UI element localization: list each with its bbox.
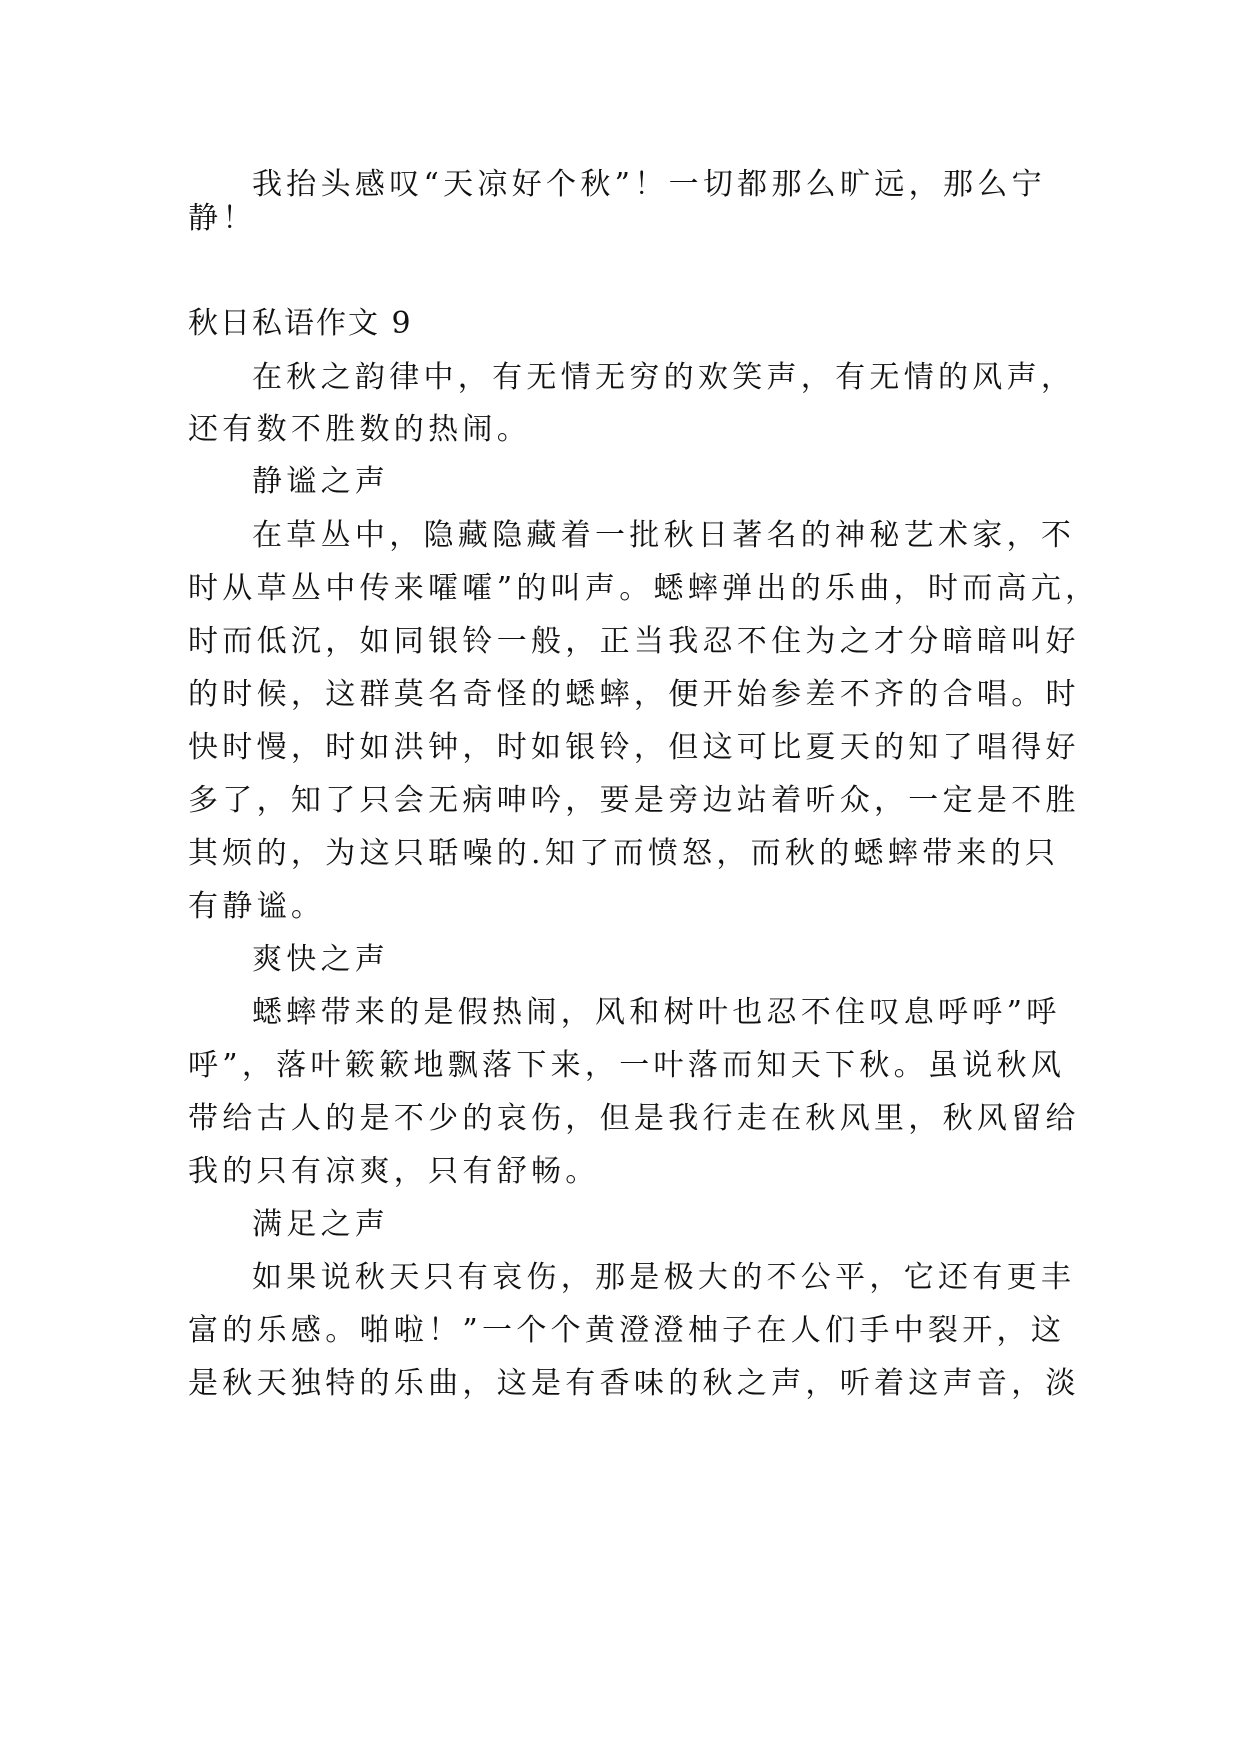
paragraph-line: 我的只有凉爽，只有舒畅。 bbox=[188, 1154, 600, 1189]
paragraph-line: 富的乐感。啪啦！”一个个黄澄澄柚子在人们手中裂开，这 bbox=[188, 1313, 1066, 1348]
paragraph-line: 是秋天独特的乐曲，这是有香味的秋之声，听着这声音，淡 bbox=[188, 1366, 1080, 1401]
paragraph-line: 快时慢，时如洪钟，时如银铃，但这可比夏天的知了唱得好 bbox=[188, 730, 1080, 765]
paragraph-line: 多了，知了只会无病呻吟，要是旁边站着听众，一定是不胜 bbox=[188, 783, 1080, 818]
paragraph-line: 在秋之韵律中，有无情无穷的欢笑声，有无情的风声， bbox=[252, 360, 1076, 395]
subheading: 静谧之声 bbox=[252, 464, 390, 499]
paragraph-line: 的时候，这群莫名奇怪的蟋蟀，便开始参差不齐的合唱。时 bbox=[188, 677, 1080, 712]
paragraph-line: 时从草丛中传来嚯嚯”的叫声。蟋蟀弹出的乐曲，时而高亢， bbox=[188, 571, 1100, 606]
subheading: 满足之声 bbox=[252, 1207, 390, 1242]
paragraph-line: 呼”，落叶簌簌地飘落下来，一叶落而知天下秋。虽说秋风 bbox=[188, 1048, 1066, 1083]
paragraph-line: 还有数不胜数的热闹。 bbox=[188, 412, 531, 447]
paragraph-line: 我抬头感叹“天凉好个秋”！一切都那么旷远，那么宁 bbox=[252, 167, 1046, 202]
paragraph-line: 静！ bbox=[188, 201, 257, 236]
paragraph-line: 带给古人的是不少的哀伤，但是我行走在秋风里，秋风留给 bbox=[188, 1101, 1080, 1136]
section-title: 秋日私语作文 9 bbox=[188, 306, 413, 341]
paragraph-line: 时而低沉，如同银铃一般，正当我忍不住为之才分暗暗叫好 bbox=[188, 624, 1080, 659]
paragraph-line: 蟋蟀带来的是假热闹，风和树叶也忍不住叹息呼呼”呼 bbox=[252, 995, 1061, 1030]
paragraph-line: 有静谧。 bbox=[188, 889, 326, 924]
paragraph-line: 在草丛中，隐藏隐藏着一批秋日著名的神秘艺术家，不 bbox=[252, 518, 1076, 553]
paragraph-line: 其烦的，为这只聒噪的.知了而愤怒，而秋的蟋蟀带来的只 bbox=[188, 836, 1060, 871]
paragraph-line: 如果说秋天只有哀伤，那是极大的不公平，它还有更丰 bbox=[252, 1260, 1076, 1295]
subheading: 爽快之声 bbox=[252, 942, 390, 977]
